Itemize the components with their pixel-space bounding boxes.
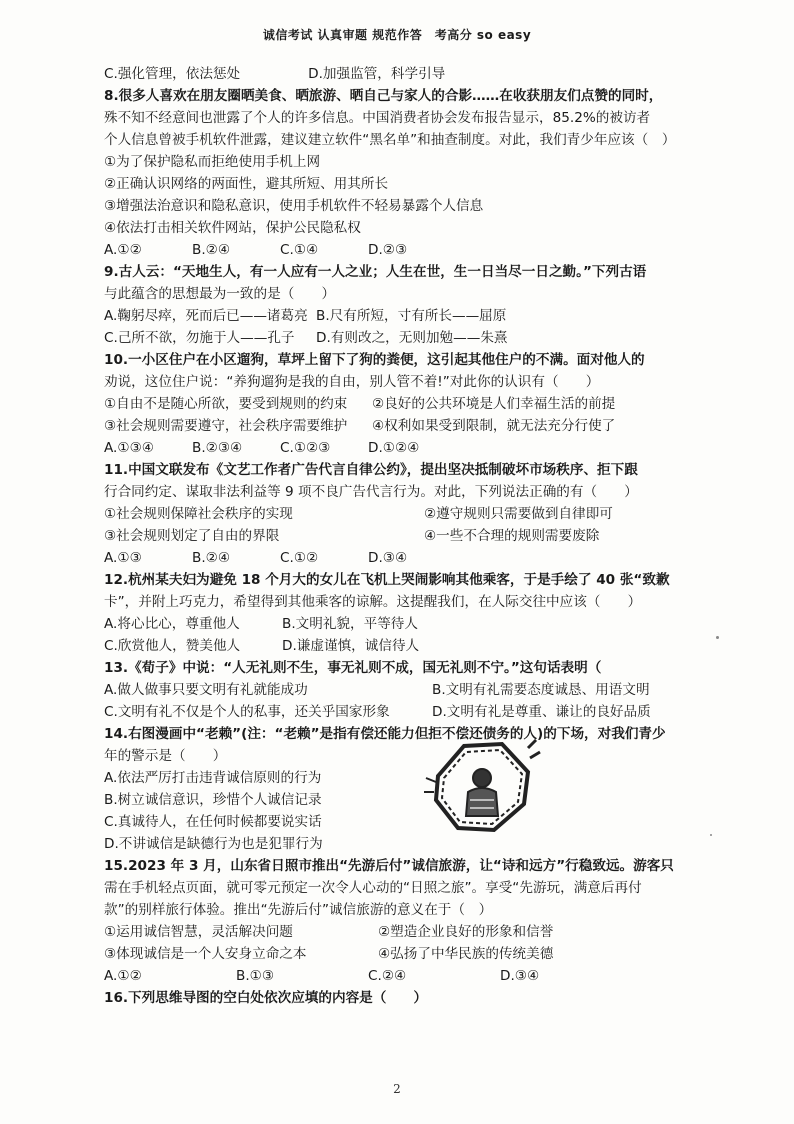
- text-line: 行合同约定、谋取非法利益等 9 项不良广告代言行为。对此，下列说法正确的有（ ）: [104, 484, 638, 500]
- answer-option: A.①②: [104, 968, 142, 984]
- answer-option: C.①②: [280, 550, 319, 566]
- options-row: [104, 393, 688, 415]
- answer-option: ②遵守规则只需要做到自律即可: [424, 506, 613, 522]
- answer-option: ④弘扬了中华民族的传统美德: [378, 946, 554, 962]
- answer-option: D.文明有礼是尊重、谦让的良好品质: [432, 704, 651, 720]
- answer-option: ②塑造企业良好的形象和信誉: [378, 924, 554, 940]
- text-line: 个人信息曾被手机软件泄露，建议建立软件“黑名单”和抽查制度。对此，我们青少年应该（ ）: [104, 132, 676, 148]
- answer-option: A.鞠躬尽瘁，死而后已——诸葛亮: [104, 308, 308, 324]
- question-stem: 12.杭州某夫妇为避免 18 个月大的女儿在飞机上哭闹影响其他乘客，于是手绘了 40 张“致歉: [104, 572, 670, 588]
- question-content: [104, 63, 688, 1009]
- options-row: [104, 943, 688, 965]
- answer-option: B.文明有礼需要态度诚恳、用语文明: [432, 682, 650, 698]
- options-row: [104, 305, 688, 327]
- options-row: [104, 525, 688, 547]
- text-line: A.依法严厉打击违背诚信原则的行为: [104, 770, 322, 786]
- question-stem: 10.一小区住户在小区遛狗，草坪上留下了狗的粪便，这引起其他住户的不满。面对他人的: [104, 352, 645, 368]
- options-row: [104, 437, 688, 459]
- answer-option: B.②④: [192, 242, 231, 258]
- answer-option: D.①②④: [368, 440, 420, 456]
- answer-option: A.做人做事只要文明有礼就能成功: [104, 682, 308, 698]
- text-line: 年的警示是（ ）: [104, 748, 227, 764]
- text-line: ③增强法治意识和隐私意识，使用手机软件不轻易暴露个人信息: [104, 198, 484, 214]
- question-stem: 11.中国文联发布《文艺工作者广告代言自律公约》，提出坚决抵制破坏市场秩序、拒下跟: [104, 462, 638, 478]
- options-row: [104, 503, 688, 525]
- answer-option: ④权利如果受到限制，就无法充分行使了: [372, 418, 616, 434]
- answer-option: B.②③④: [192, 440, 243, 456]
- page-number: 2: [393, 1082, 401, 1096]
- text-line: 与此蕴含的思想最为一致的是（ ）: [104, 286, 336, 302]
- answer-option: ③社会规则划定了自由的界限: [104, 528, 280, 544]
- text-line: 卡”，并附上巧克力，希望得到其他乘客的谅解。这提醒我们，在人际交往中应该（ ）: [104, 594, 642, 610]
- answer-option: D.③④: [368, 550, 408, 566]
- text-line: ②正确认识网络的两面性，避其所短、用其所长: [104, 176, 389, 192]
- options-row: [104, 327, 688, 349]
- page-header: 诚信考试 认真审题 规范作答 考高分 so easy: [262, 28, 532, 42]
- text-line: 劝说，这位住户说：“养狗遛狗是我的自由，别人管不着!”对此你的认识有（ ）: [104, 374, 600, 390]
- answer-option: C.②④: [368, 968, 407, 984]
- answer-option: D.③④: [500, 968, 540, 984]
- text-line: ④依法打击相关软件网站，保护公民隐私权: [104, 220, 361, 236]
- options-row: [104, 679, 688, 701]
- options-row: [104, 965, 688, 987]
- scan-speck: [716, 636, 719, 639]
- answer-option: A.①②: [104, 242, 142, 258]
- answer-option: ①自由不是随心所欲，要受到规则的约束: [104, 396, 348, 412]
- options-row: [104, 239, 688, 261]
- answer-option: ④一些不合理的规则需要废除: [424, 528, 600, 544]
- answer-option: D.有则改之，无则加勉——朱熹: [316, 330, 508, 346]
- answer-option: ①社会规则保障社会秩序的实现: [104, 506, 293, 522]
- answer-option: B.文明礼貌，平等待人: [282, 616, 418, 632]
- answer-option: C.①④: [280, 242, 319, 258]
- answer-option: ①运用诚信智慧，灵活解决问题: [104, 924, 293, 940]
- scan-speck: [710, 834, 712, 836]
- answer-option: ③体现诚信是一个人安身立命之本: [104, 946, 307, 962]
- answer-option: ②良好的公共环境是人们幸福生活的前提: [372, 396, 616, 412]
- options-row: [104, 701, 688, 723]
- question-stem: 8.很多人喜欢在朋友圈晒美食、晒旅游、晒自己与家人的合影……在收获朋友们点赞的同时，: [104, 88, 663, 104]
- answer-option: A.将心比心，尊重他人: [104, 616, 240, 632]
- question-stem: 13.《荀子》中说：“人无礼则不生，事无礼则不成，国无礼则不宁。”这句话表明（: [104, 660, 602, 676]
- answer-option: D.②③: [368, 242, 408, 258]
- answer-option: C.文明有礼不仅是个人的私事，还关乎国家形象: [104, 704, 390, 720]
- options-row: [104, 921, 688, 943]
- text-line: C.真诚待人，在任何时候都要说实话: [104, 814, 322, 830]
- options-row: [104, 635, 688, 657]
- options-row: [104, 613, 688, 635]
- cartoon-illustration: [424, 738, 542, 838]
- text-line: ①为了保护隐私而拒绝使用手机上网: [104, 154, 321, 170]
- answer-option: A.①③④: [104, 440, 154, 456]
- answer-option: B.②④: [192, 550, 231, 566]
- answer-option: C.己所不欲，勿施于人——孔子: [104, 330, 295, 346]
- text-line: C.强化管理，依法惩处 D.加强监管，科学引导: [104, 66, 446, 82]
- answer-option: C.欣赏他人，赞美他人: [104, 638, 241, 654]
- answer-option: B.尺有所短，寸有所长——屈原: [316, 308, 507, 324]
- options-row: [104, 547, 688, 569]
- answer-option: A.①③: [104, 550, 142, 566]
- text-line: 款”的别样旅行体验。推出“先游后付”诚信旅游的意义在于（ ）: [104, 902, 493, 918]
- answer-option: D.谦虚谨慎，诚信待人: [282, 638, 420, 654]
- question-stem: 16.下列思维导图的空白处依次应填的内容是（ ）: [104, 990, 428, 1006]
- text-line: 殊不知不经意间也泄露了个人的许多信息。中国消费者协会发布报告显示，85.2%的被访者: [104, 110, 651, 126]
- answer-option: B.①③: [236, 968, 275, 984]
- answer-option: ③社会规则需要遵守，社会秩序需要维护: [104, 418, 348, 434]
- options-row: [104, 415, 688, 437]
- text-line: B.树立诚信意识，珍惜个人诚信记录: [104, 792, 322, 808]
- text-line: 需在手机轻点页面，就可零元预定一次令人心动的“日照之旅”。享受“先游玩，满意后再付: [104, 880, 642, 896]
- question-stem: 15.2023 年 3 月，山东省日照市推出“先游后付”诚信旅游，让“诗和远方”行稳致远。游客只: [104, 858, 674, 874]
- answer-option: C.①②③: [280, 440, 331, 456]
- text-line: D.不讲诚信是缺德行为也是犯罪行为: [104, 836, 323, 852]
- question-stem: 9.古人云：“天地生人，有一人应有一人之业；人生在世，生一日当尽一日之勤。”下列古语: [104, 264, 647, 280]
- question-stem: 14.右图漫画中“老赖”(注：“老赖”是指有偿还能力但拒不偿还债务的人)的下场，对我们青少: [104, 726, 666, 742]
